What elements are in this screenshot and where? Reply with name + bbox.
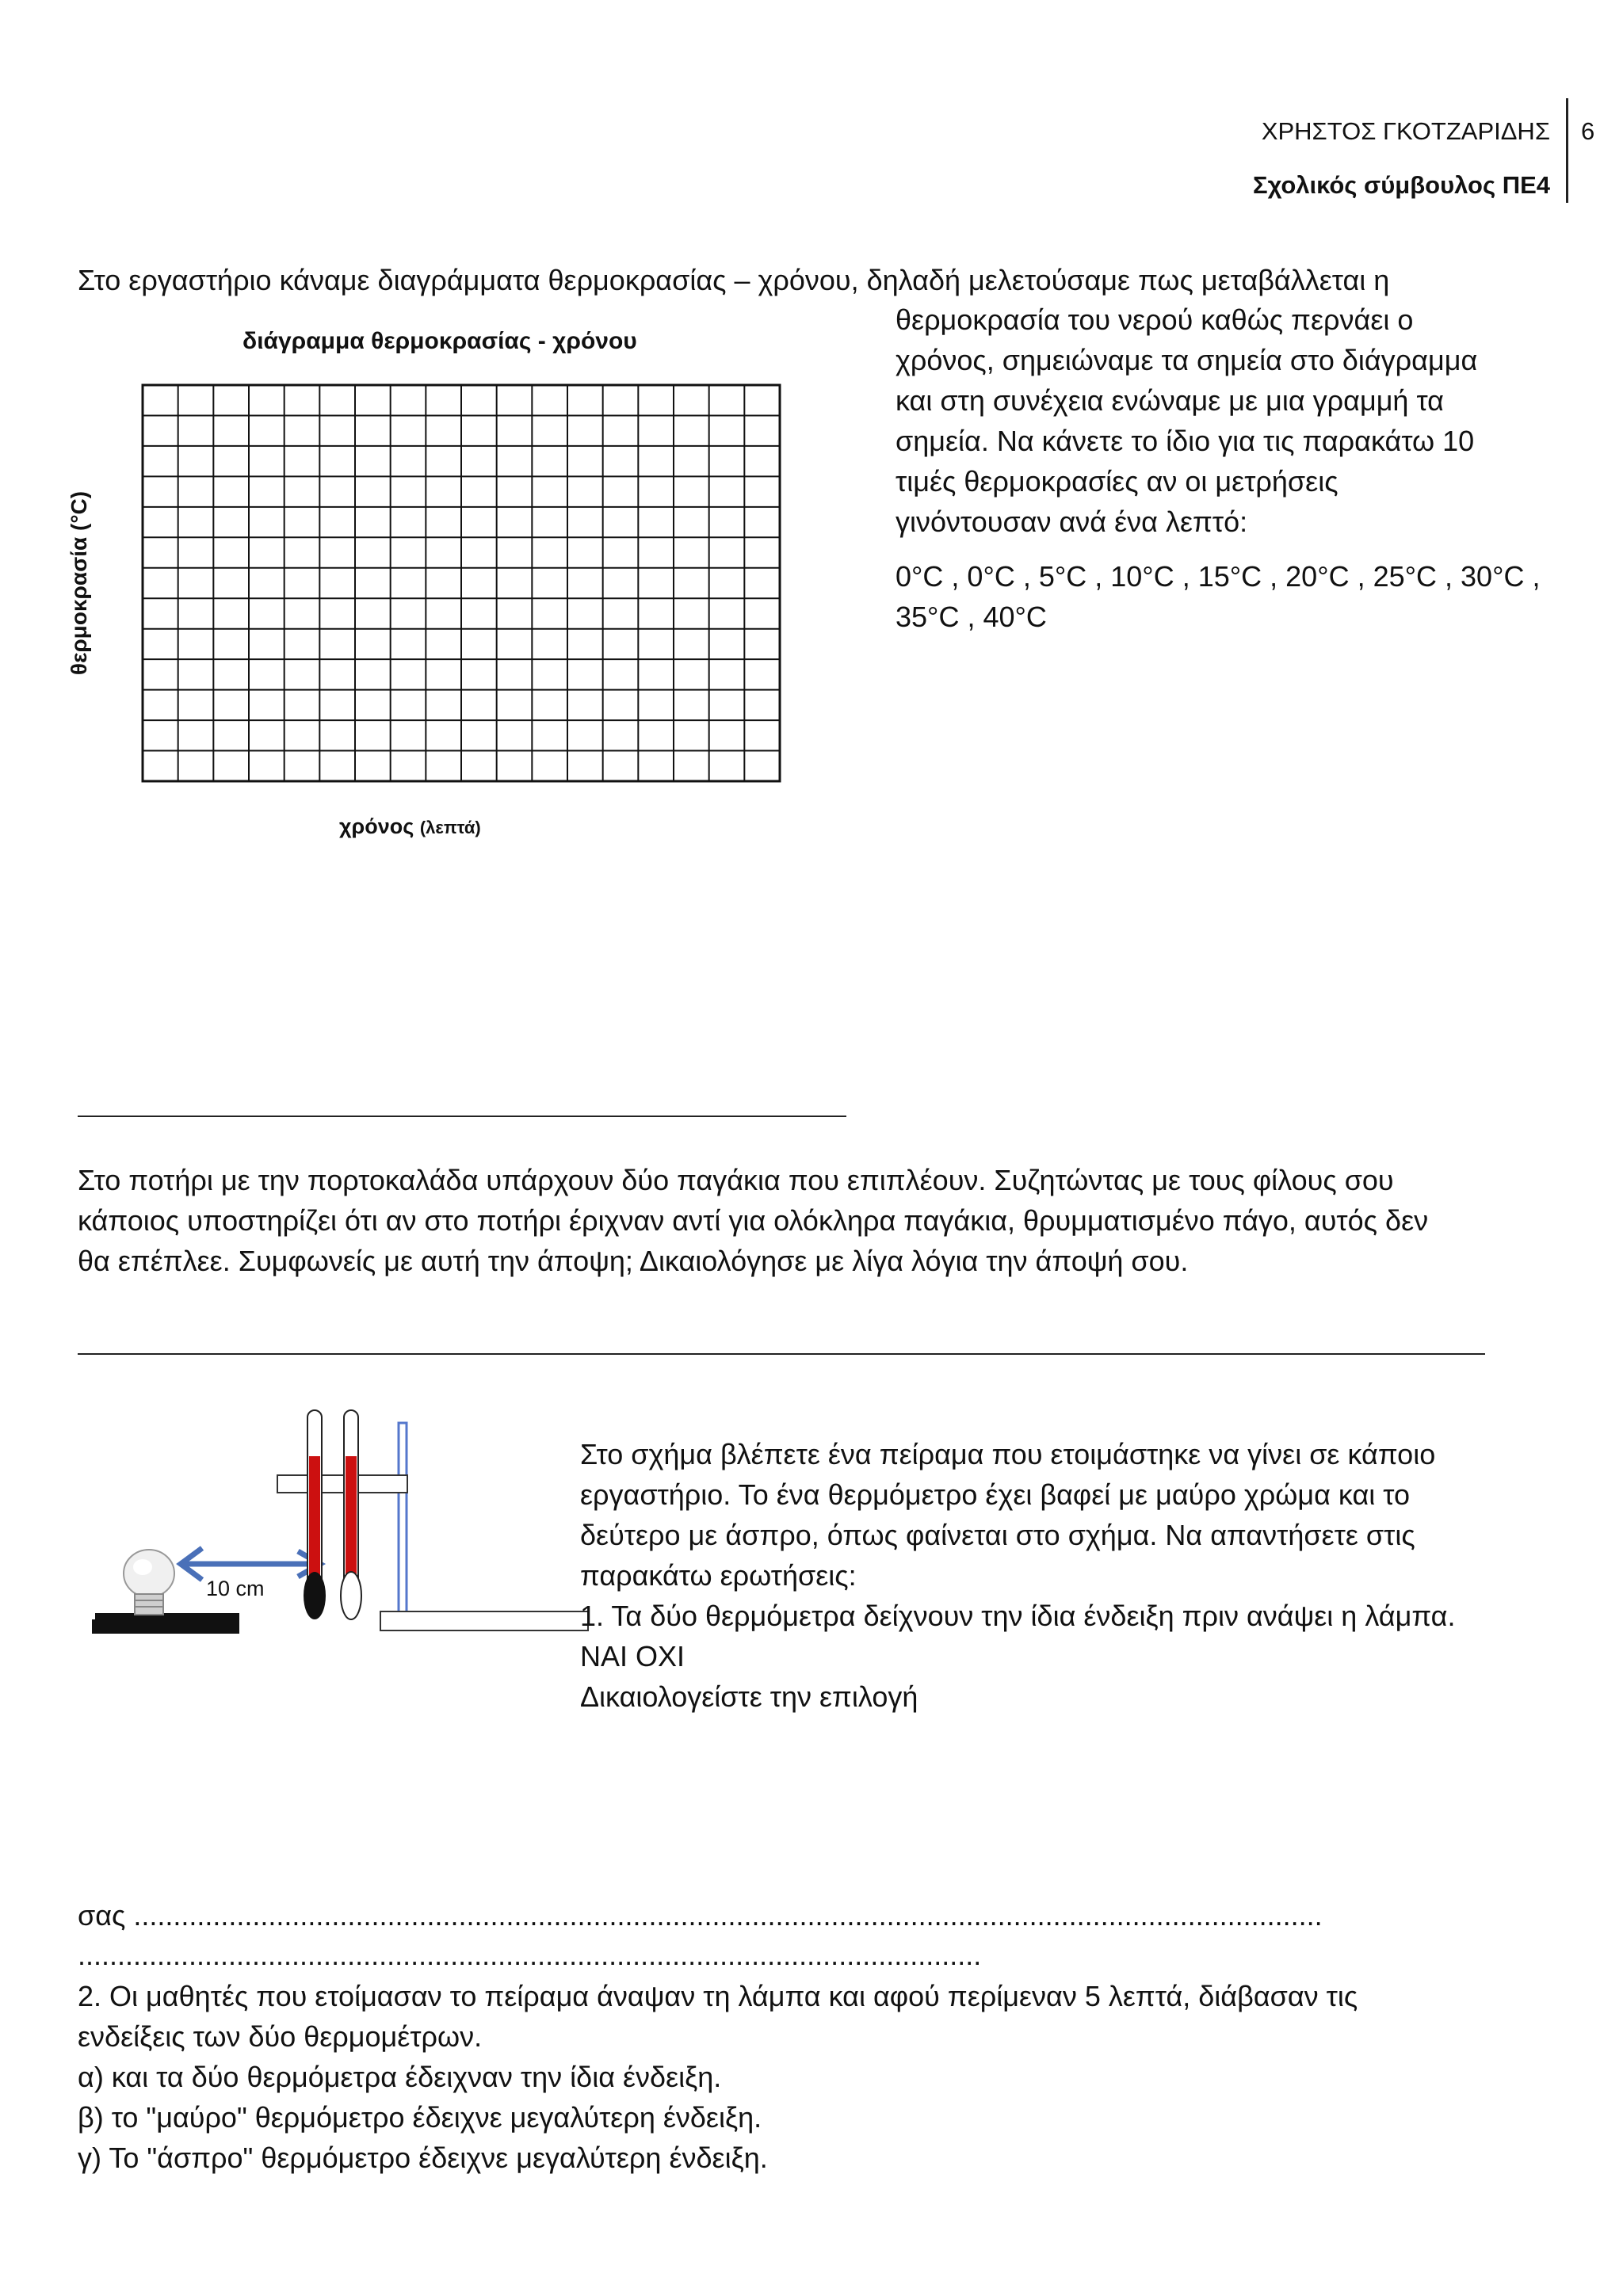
option-b[interactable]: β) το "μαύρο" θερμόμετρο έδειχνε μεγαλύτερη ένδειξη.	[78, 2101, 762, 2134]
section2-line: θα επέπλεε. Συμφωνείς με αυτή την άποψη; Δικαιολόγησε με λίγα λόγια την άποψή σου.	[78, 1245, 1189, 1277]
chart-x-axis-label	[339, 814, 481, 839]
section3-line: εργαστήριο. Το ένα θερμόμετρο έχει βαφεί με μαύρο χρώμα και το	[580, 1478, 1410, 1511]
lamp-icon	[124, 1550, 174, 1615]
header-role: Σχολικός σύμβουλος ΠΕ4	[1253, 171, 1550, 199]
side-line: και στη συνέχεια ενώναμε με μια γραμμή τα	[896, 384, 1444, 417]
x-axis-unit: (λεπτά)	[419, 818, 481, 837]
white-thermometer	[341, 1410, 361, 1619]
question-1: 1. Τα δύο θερμόμετρα δείχνουν την ίδια ένδειξη πριν ανάψει η λάμπα.	[580, 1600, 1456, 1632]
distance-label: 10 cm	[206, 1577, 265, 1600]
section2-line: κάποιος υποστηρίζει ότι αν στο ποτήρι έριχναν αντί για ολόκληρα παγάκια, θρυμματισμένο πάγο, αυτός δεν	[78, 1204, 1429, 1237]
black-thermometer	[304, 1410, 326, 1619]
header-author: ΧΡΗΣΤΟΣ ΓΚΟΤΖΑΡΙΔΗΣ	[1261, 117, 1550, 145]
justify-prompt: Δικαιολογείστε την επιλογή	[580, 1680, 918, 1713]
side-line: χρόνος, σημειώναμε τα σημεία στο διάγραμμα	[896, 344, 1478, 376]
chart-y-axis-label: θερμοκρασία (°C)	[67, 490, 91, 676]
section3-line: παρακάτω ερωτήσεις:	[580, 1559, 857, 1592]
answer-dots-1[interactable]: σας ......................................................................................................................................................	[78, 1899, 1323, 1932]
section2-text	[78, 1160, 1428, 1281]
section3-line: Στο σχήμα βλέπετε ένα πείραμα που ετοιμάστηκε να γίνει σε κάποιο	[580, 1438, 1436, 1470]
question-2-line: ενδείξεις των δύο θερμομέτρων.	[78, 2020, 483, 2053]
experiment-figure	[87, 1409, 594, 1646]
side-line: τιμές θερμοκρασίες αν οι μετρήσεις	[896, 465, 1338, 498]
section3-text	[580, 1434, 1456, 1717]
answer-line	[78, 1116, 846, 1117]
x-axis-title: χρόνος	[339, 814, 414, 838]
answer-dots-2[interactable]: ..................................................................................................................	[78, 1939, 982, 1971]
distance-arrow	[181, 1548, 320, 1580]
temperature-values-2: 35°C , 40°C	[896, 601, 1047, 633]
section3-line: δεύτερο με άσπρο, όπως φαίνεται στο σχήμα. Να απαντήσετε στις	[580, 1519, 1415, 1551]
question-2-line: 2. Οι μαθητές που ετοίμασαν το πείραμα άναψαν τη λάμπα και αφού περίμεναν 5 λεπτά, διάβασαν τις	[78, 1980, 1358, 2012]
option-a[interactable]: α) και τα δύο θερμόμετρα έδειχναν την ίδια ένδειξη.	[78, 2061, 722, 2093]
page-number: 6	[1581, 117, 1595, 145]
section2-line: Στο ποτήρι με την πορτοκαλάδα υπάρχουν δύο παγάκια που επιπλέουν. Συζητώντας με τους φίλους σου	[78, 1164, 1394, 1196]
chart-title: διάγραμμα θερμοκρασίας - χρόνου	[242, 328, 637, 354]
yes-no-options[interactable]: ΝΑΙ ΟΧΙ	[580, 1640, 685, 1672]
option-c[interactable]: γ) Το "άσπρο" θερμόμετρο έδειχνε μεγαλύτερη ένδειξη.	[78, 2142, 768, 2174]
chart-grid[interactable]	[139, 382, 783, 784]
answer-line	[78, 1353, 1485, 1355]
section1-intro: Στο εργαστήριο κάναμε διαγράμματα θερμοκρασίας – χρόνου, δηλαδή μελετούσαμε πως μεταβάλλεται η	[78, 264, 1390, 296]
section1-side-text	[896, 299, 1477, 542]
side-line: σημεία. Να κάνετε το ίδιο για τις παρακάτω 10	[896, 425, 1475, 457]
lamp-base	[92, 1613, 239, 1634]
side-line: γινόντουσαν ανά ένα λεπτό:	[896, 505, 1248, 538]
header-divider	[1566, 98, 1568, 203]
question-2	[78, 1976, 1358, 2178]
side-line: θερμοκρασία του νερού καθώς περνάει ο	[896, 303, 1414, 336]
temperature-values-1: 0°C , 0°C , 5°C , 10°C , 15°C , 20°C , 25°C , 30°C ,	[896, 560, 1541, 593]
